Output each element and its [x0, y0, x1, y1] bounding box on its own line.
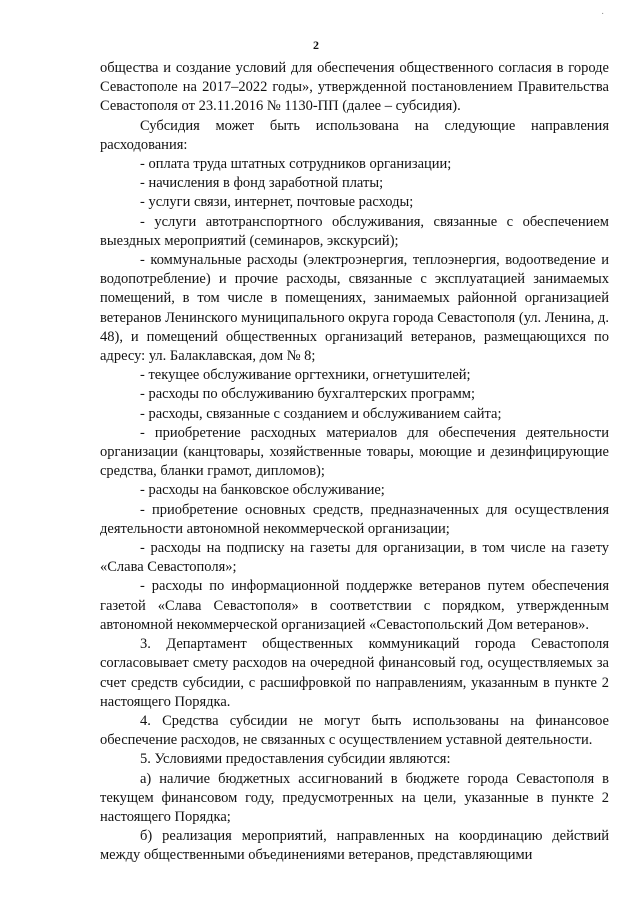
- paragraph-section-4: 4. Средства субсидии не могут быть использованы на финансовое обеспечение расходов, не связанных с осуществлением уставной деятельности.: [100, 712, 609, 749]
- list-item: - расходы на банковское обслуживание;: [140, 482, 385, 499]
- paragraph-section-5: 5. Условиями предоставления субсидии являются:: [140, 751, 451, 768]
- list-item: - оплата труда штатных сотрудников организации;: [140, 156, 452, 173]
- paragraph-subsidy-directions: Субсидия может быть использована на следующие направления расходования:: [100, 117, 609, 153]
- page-number: 2: [313, 38, 319, 52]
- list-item: - начисления в фонд заработной платы;: [140, 175, 384, 192]
- list-item: - приобретение основных средств, предназначенных для осуществления деятельности автономной некоммерческой организации;: [100, 501, 609, 537]
- list-item: - расходы по обслуживанию бухгалтерских программ;: [140, 386, 475, 403]
- list-item: - коммунальные расходы (электроэнергия, теплоэнергия, водоотведение и водопотребление) и прочие расходы, связанные с эксплуатацией занимаемых помещений, в том числе в помещениях, занимаемых районной организацией ветеранов Ленинского муниципального округа города Севастополя (ул. Ленина, д. 48), и помещений общественных организаций ветеранов, размещающихся по адресу: ул. Балаклавская, дом № 8;: [100, 252, 609, 365]
- paragraph-condition-b: б) реализация мероприятий, направленных на координацию действий между общественными объединениями ветеранов, представляющими: [100, 828, 609, 864]
- paragraph-section-3: 3. Департамент общественных коммуникаций города Севастополя согласовывает смету расходов на очередной финансовый год, осуществляемых за счет средств субсидии, с расшифровкой по направлениям, указанным в пункте 2 настоящего Порядка.: [100, 636, 609, 710]
- list-item: - расходы на подписку на газеты для организации, в том числе на газету «Слава Севастополя»;: [100, 540, 609, 576]
- paragraph-intro-continuation: общества и создание условий для обеспечения общественного согласия в городе Севастополе на 2017–2022 годы», утвержденной постановлением Правительства Севастополя от 23.11.2016 № 1130-ПП (далее – субсидия).: [100, 60, 609, 115]
- corner-scan-mark: ·: [601, 8, 605, 19]
- list-item: - расходы по информационной поддержке ветеранов путем обеспечения газетой «Слава Севастополя» в соответствии с порядком, утвержденным автономной некоммерческой организацией «Севастопольский Дом ветеранов».: [100, 578, 609, 633]
- list-item: - приобретение расходных материалов для обеспечения деятельности организации (канцтовары, хозяйственные товары, моющие и дезинфицирующие средства, бланки грамот, дипломов);: [100, 424, 609, 480]
- list-item: - услуги автотранспортного обслуживания, связанные с обеспечением выездных мероприятий (семинаров, экскурсий);: [100, 213, 609, 249]
- document-body: [100, 59, 609, 866]
- list-item: - расходы, связанные с созданием и обслуживанием сайта;: [140, 405, 502, 422]
- paragraph-condition-a: а) наличие бюджетных ассигнований в бюджете города Севастополя в текущем финансовом году, предусмотренных на цели, указанные в пункте 2 настоящего Порядка;: [100, 770, 609, 825]
- list-item: - услуги связи, интернет, почтовые расходы;: [140, 194, 414, 211]
- list-item: - текущее обслуживание оргтехники, огнетушителей;: [140, 367, 471, 384]
